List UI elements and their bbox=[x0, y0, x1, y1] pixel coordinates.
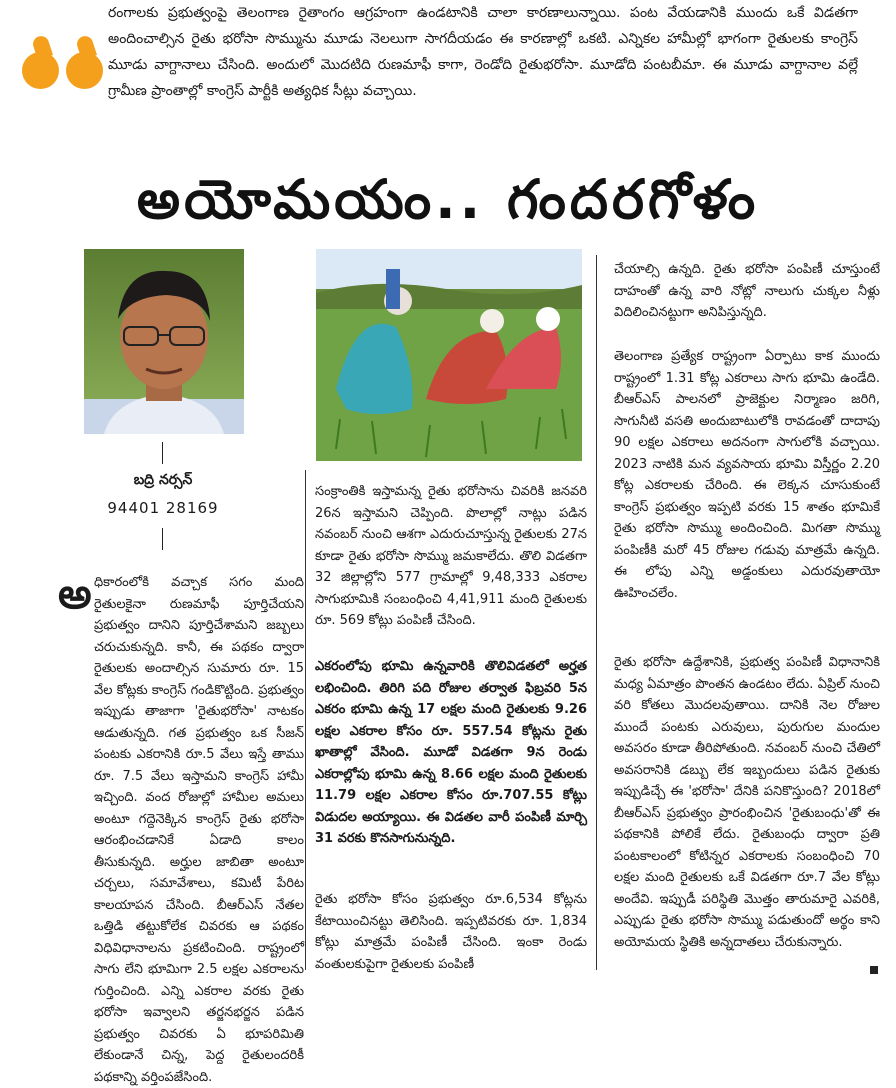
dropcap: అ bbox=[58, 569, 92, 618]
column-2-para-1: సంక్రాంతికి ఇస్తామన్న రైతు భరోసాను చివరికి జనవరి 26న ఇస్తామని చెప్పింది. పొలాల్లో నాట్లు పడిన నవంబర్ నుంచి ఆశగా ఎదురుచూస్తున్న రైతులకు 27న కూడా రైతు భరోసా సొమ్ము జమకాలేదు. తొలి విడతగా 32 జిల్లాల్లోని 577 గ్రామాల్లో 9,48,333 ఎకరాల సాగుభూమికి సంబంధించి 4,41,911 మంది రైతులకు రూ. 569 కోట్లు పంపిణీ చేసింది. bbox=[315, 484, 587, 628]
end-mark-icon bbox=[870, 966, 878, 974]
author-name: బద్రి నర్సన్ bbox=[133, 472, 193, 488]
farmers-photo bbox=[316, 249, 582, 461]
column-divider bbox=[305, 470, 306, 970]
column-3-para-3: రైతు భరోసా ఉద్దేశానికి, ప్రభుత్వ పంపిణీ విధానానికి మధ్య ఏమాత్రం పొంతన ఉండటం లేదు. ఏప్రిల్ నుంచి వరి కోతలు మొదలవుతాయి. దానికి నెల రోజుల ముందే పంటకు ఎరువులు, పురుగుల మందుల అవసరం కూడా తీరిపోతుంది. నవంబర్ నుంచి చేతిలో అవసరానికి డబ్బు లేక ఇబ్బందులు పడిన రైతుకు ఇప్పుడిచ్చే ఈ 'భరోసా' దేనికి పనికొస్తుంది? 2018లో బీఆర్ఎస్ ప్రభుత్వం ప్రారంభించిన 'రైతుబంధు'తో ఈ పథకానికి పోలికే లేదు. రైతుబంధు ద్వారా ప్రతి పంటకాలంలో కోటిన్నర ఎకరాలకు సంబంధించి 70 లక్షల మంది రైతులకు ఒకే విడతగా రూ.7 వేల కోట్లు అందేవి. ఇప్పుడీ పరిస్థితి మొత్తం తారుమారై ఎవరికి, ఎప్పుడు రైతు భరోసా సొమ్ము పడుతుందో అర్థం కాని అయోమయ స్థితికి అన్నదాతలు చేరుకున్నారు. bbox=[614, 655, 880, 950]
column-3-para-2: తెలంగాణ ప్రత్యేక రాష్ట్రంగా ఏర్పాటు కాక ముందు రాష్ట్రంలో 1.31 కోట్ల ఎకరాలు సాగు భూమి ఉండేది. బీఆర్ఎస్ పాలనలో ప్రాజెక్టుల నిర్మాణం జరిగి, సాగునీటి వసతి అందుబాటులోకి రావడంతో దాదాపు 90 లక్షల ఎకరాలు అదనంగా సాగులోకి వచ్చాయి. 2023 నాటికి మన వ్యవసాయ భూమి విస్తీర్ణం 2.20 కోట్ల ఎకరాలకు చేరింది. ఈ లెక్కన చూసుకుంటే కాంగ్రెస్ ప్రభుత్వం ఇప్పటి వరకు 15 శాతం భూమికే రైతు భరోసా సొమ్ము అందించింది. మిగతా సొమ్ము పంపిణీకి మరో 45 రోజుల గడువు మాత్రమే ఉన్నది. ఈ లోపు ఎన్ని అడ్డంకులు ఎదురవుతాయో ఊహించలేం. bbox=[614, 349, 880, 601]
author-photo bbox=[84, 249, 244, 434]
headline: అయోమయం.. గందరగోళం bbox=[136, 168, 760, 231]
column-1-body: ధికారంలోకి వచ్చాక సగం మంది రైతులకైనా రుణమాఫీ పూర్తిచేయని ప్రభుత్వం దానిని పూర్తిచేశామని జబ్బలు చరుచుకున్నది. కానీ, ఈ పథకం ద్వారా రైతులకు అందాల్సిన సుమారు రూ. 15 వేల కోట్లకు కాంగ్రెస్ గండికొట్టింది. ప్రభుత్వం ఇప్పుడు తాజాగా 'రైతుభరోసా' నాటకం ఆడుతున్నది. గత ప్రభుత్వం ఒక సీజన్ పంటకు ఎకరానికి రూ.5 వేలు ఇస్తే తాము రూ. 7.5 వేలు ఇస్తామని కాంగ్రెస్ హామీ ఇచ్చింది. వంద రోజుల్లో హామీల అమలు అంటూ గద్దెనెక్కిన కాంగ్రెస్ రైతు భరోసా ఆరంభించడానికే ఏడాది కాలం తీసుకున్నది. అర్హుల జాబితా అంటూ చర్చలు, సమావేశాలు, కమిటీ పేరిట కాలయాపన చేసింది. బీఆర్ఎస్ నేతల ఒత్తిడి తట్టుకోలేక చివరకు ఆ పథకం విధివిధానాలను ప్రకటించింది. రాష్ట్రంలో సాగు లేని భూమిగా 2.5 లక్షల ఎకరాలను గుర్తించింది. ఎన్ని ఎకరాల వరకు రైతు భరోసా ఇవ్వాలని తర్జనభర్జన పడిన ప్రభుత్వం చివరకు ఏ భూపరిమితి లేకుండానే చిన్న, పెద్ద రైతులందరికీ పథకాన్ని వర్తింపజేసింది. bbox=[94, 575, 304, 1085]
column-2-para-2: ఎకరంలోపు భూమి ఉన్నవారికి తొలివిడతలో అర్హత లభించింది. తిరిగి పది రోజుల తర్వాత ఫిబ్రవరి 5న ఎకరం భూమి ఉన్న 17 లక్షల మంది రైతులకు 9.26 లక్షల ఎకరాల కోసం రూ. 557.54 కోట్లను రైతు ఖాతాల్లో వేసింది. మూడో విడతగా 9న రెండు ఎకరాల్లోపు భూమి ఉన్న 8.66 లక్షల మంది రైతులకు 11.79 లక్షల ఎకరాల కోసం రూ.707.55 కోట్లు విడుదల అయ్యాయి. ఈ విడతల వారీ పంపిణీ మార్చి 31 వరకు కొనసాగునున్నది. bbox=[315, 659, 587, 846]
byline-rule bbox=[162, 442, 163, 464]
quote-mark-icon bbox=[20, 38, 108, 98]
column-1-text bbox=[58, 569, 304, 1088]
column-divider bbox=[596, 255, 597, 970]
author-phone: 94401 28169 bbox=[107, 499, 219, 517]
column-3-para-1: చేయాల్సి ఉన్నది. రైతు భరోసా పంపిణీ చూస్తుంటే దాహంతో ఉన్న వారి నోట్లో నాలుగు చుక్కల నీళ్లు విదిలించినట్టుగా అనిపిస్తున్నది. bbox=[614, 262, 880, 320]
column-2-para-3: రైతు భరోసా కోసం ప్రభుత్వం రూ.6,534 కోట్లను కేటాయించినట్టు తెలిసింది. ఇప్పటివరకు రూ. 1,834 కోట్లు మాత్రమే పంపిణీ చేసింది. ఇంకా రెండు వంతులకుపైగా రైతులకు పంపిణీ bbox=[315, 892, 587, 972]
byline-rule-bottom bbox=[162, 528, 163, 550]
intro-text: రంగాలకు ప్రభుత్వంపై తెలంగాణ రైతాంగం ఆగ్రహంగా ఉండటానికి చాలా కారణాలున్నాయి. పంట వేయడానికి ముందు ఒకే విడతగా అందించాల్సిన రైతు భరోసా సొమ్మును మూడు నెలలుగా సాగదీయడం ఈ కారణాల్లో ఒకటి. ఎన్నికల హామీల్లో భాగంగా రైతులకు కాంగ్రెస్ మూడు వాగ్దానాలు చేసింది. అందులో మొదటిది రుణమాఫీ కాగా, రెండోది రైతుభరోసా. మూడోది పంటబీమా. ఈ మూడు వాగ్దానాల వల్లే గ్రామీణ ప్రాంతాల్లో కాంగ్రెస్ పార్టీకి అత్యధిక సీట్లు వచ్చాయి. bbox=[108, 5, 858, 99]
